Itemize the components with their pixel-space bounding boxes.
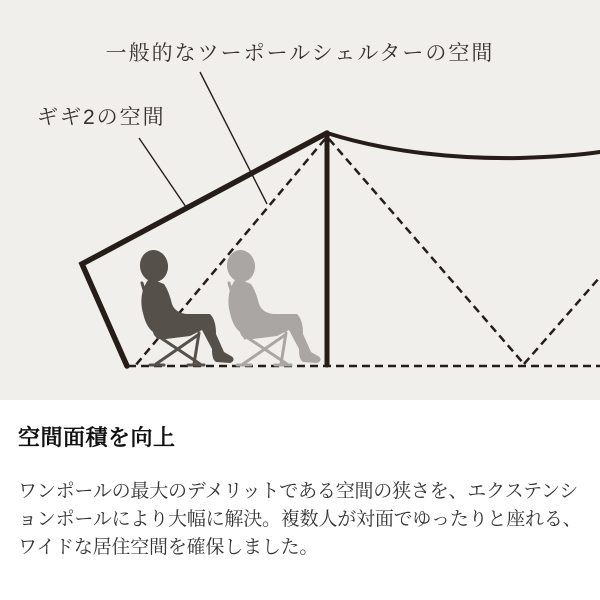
section-body xyxy=(18,478,593,562)
dashed-right-edge xyxy=(329,139,524,364)
body-line: ワイドな居住空間を確保しました。 xyxy=(18,537,319,558)
tent-ridge-curve xyxy=(327,133,600,158)
label-leader-lines xyxy=(139,72,267,207)
seated-person-figure-light xyxy=(225,248,321,365)
feature-text-block xyxy=(0,400,600,600)
body-line: ョンポールにより大幅に解決。複数人が対面でゆったりと座れる、 xyxy=(18,509,582,530)
leader-line-gigi xyxy=(139,138,186,207)
dashed-far-right-edge xyxy=(524,277,600,364)
seated-person-figure-dark xyxy=(138,248,234,365)
label-gigi2-space: ギギ2の空間 xyxy=(37,106,166,129)
section-heading: 空間面積を向上 xyxy=(18,425,176,450)
label-two-pole-shelter-space: 一般的なツーポールシェルターの空間 xyxy=(105,42,495,65)
body-line: ワンポールの最大のデメリットである空間の狭さを、エクステンシ xyxy=(18,481,579,502)
